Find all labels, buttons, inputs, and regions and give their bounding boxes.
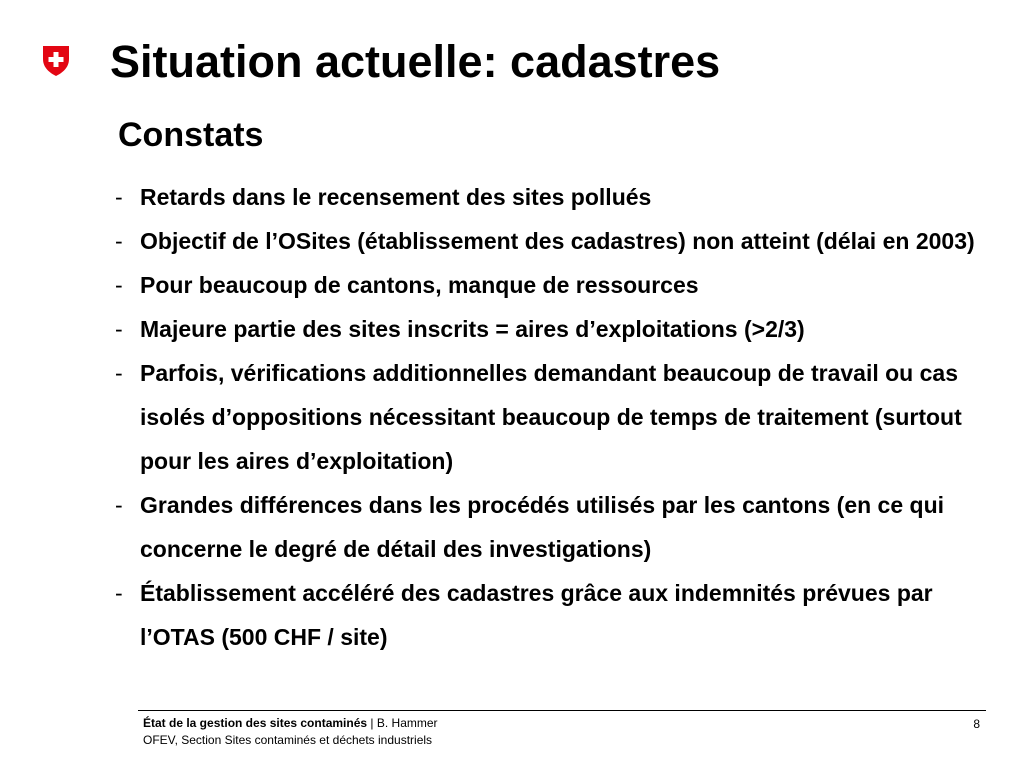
page-number: 8 xyxy=(973,717,980,731)
bullet-item xyxy=(115,263,1010,307)
bullet-marker: - xyxy=(115,184,123,210)
bullet-item xyxy=(115,483,1010,571)
bullet-marker: - xyxy=(115,228,123,254)
footer-presentation-title: État de la gestion des sites contaminés xyxy=(143,716,368,730)
bullet-text: Parfois, vérifications additionnelles demandant beaucoup de travail ou cas isolés d’oppositions nécessitant beaucoup de temps de traitement (surtout pour les aires d’exploitation) xyxy=(140,360,962,474)
bullet-text: Établissement accéléré des cadastres grâce aux indemnités prévues par l’OTAS (500 CHF / site) xyxy=(140,580,933,650)
bullet-text: Objectif de l’OSites (établissement des cadastres) non atteint (délai en 2003) xyxy=(140,228,975,254)
bullet-marker: - xyxy=(115,492,123,518)
footer-line-1 xyxy=(143,715,438,732)
bullet-text: Retards dans le recensement des sites pollués xyxy=(140,184,652,210)
bullet-marker: - xyxy=(115,580,123,606)
bullet-text: Majeure partie des sites inscrits = aires d’exploitations (>2/3) xyxy=(140,316,805,342)
footer xyxy=(143,715,438,749)
bullet-marker: - xyxy=(115,360,123,386)
bullet-item xyxy=(115,175,1010,219)
bullet-item xyxy=(115,571,1010,659)
bullet-text: Grandes différences dans les procédés utilisés par les cantons (en ce qui concerne le degré de détail des investigations) xyxy=(140,492,945,562)
bullet-list xyxy=(115,175,1010,659)
bullet-marker: - xyxy=(115,316,123,342)
bullet-marker: - xyxy=(115,272,123,298)
bullet-item xyxy=(115,307,1010,351)
page-title: Situation actuelle: cadastres xyxy=(110,36,721,87)
footer-divider xyxy=(138,710,986,711)
footer-author: B. Hammer xyxy=(376,716,438,730)
swiss-cross-shield-icon xyxy=(42,45,70,77)
footer-organization: OFEV, Section Sites contaminés et déchets industriels xyxy=(143,733,433,747)
bullet-item xyxy=(115,351,1010,483)
footer-separator: | xyxy=(367,716,377,730)
bullet-item xyxy=(115,219,1010,263)
section-heading: Constats xyxy=(118,116,264,154)
bullet-text: Pour beaucoup de cantons, manque de ressources xyxy=(140,272,699,298)
